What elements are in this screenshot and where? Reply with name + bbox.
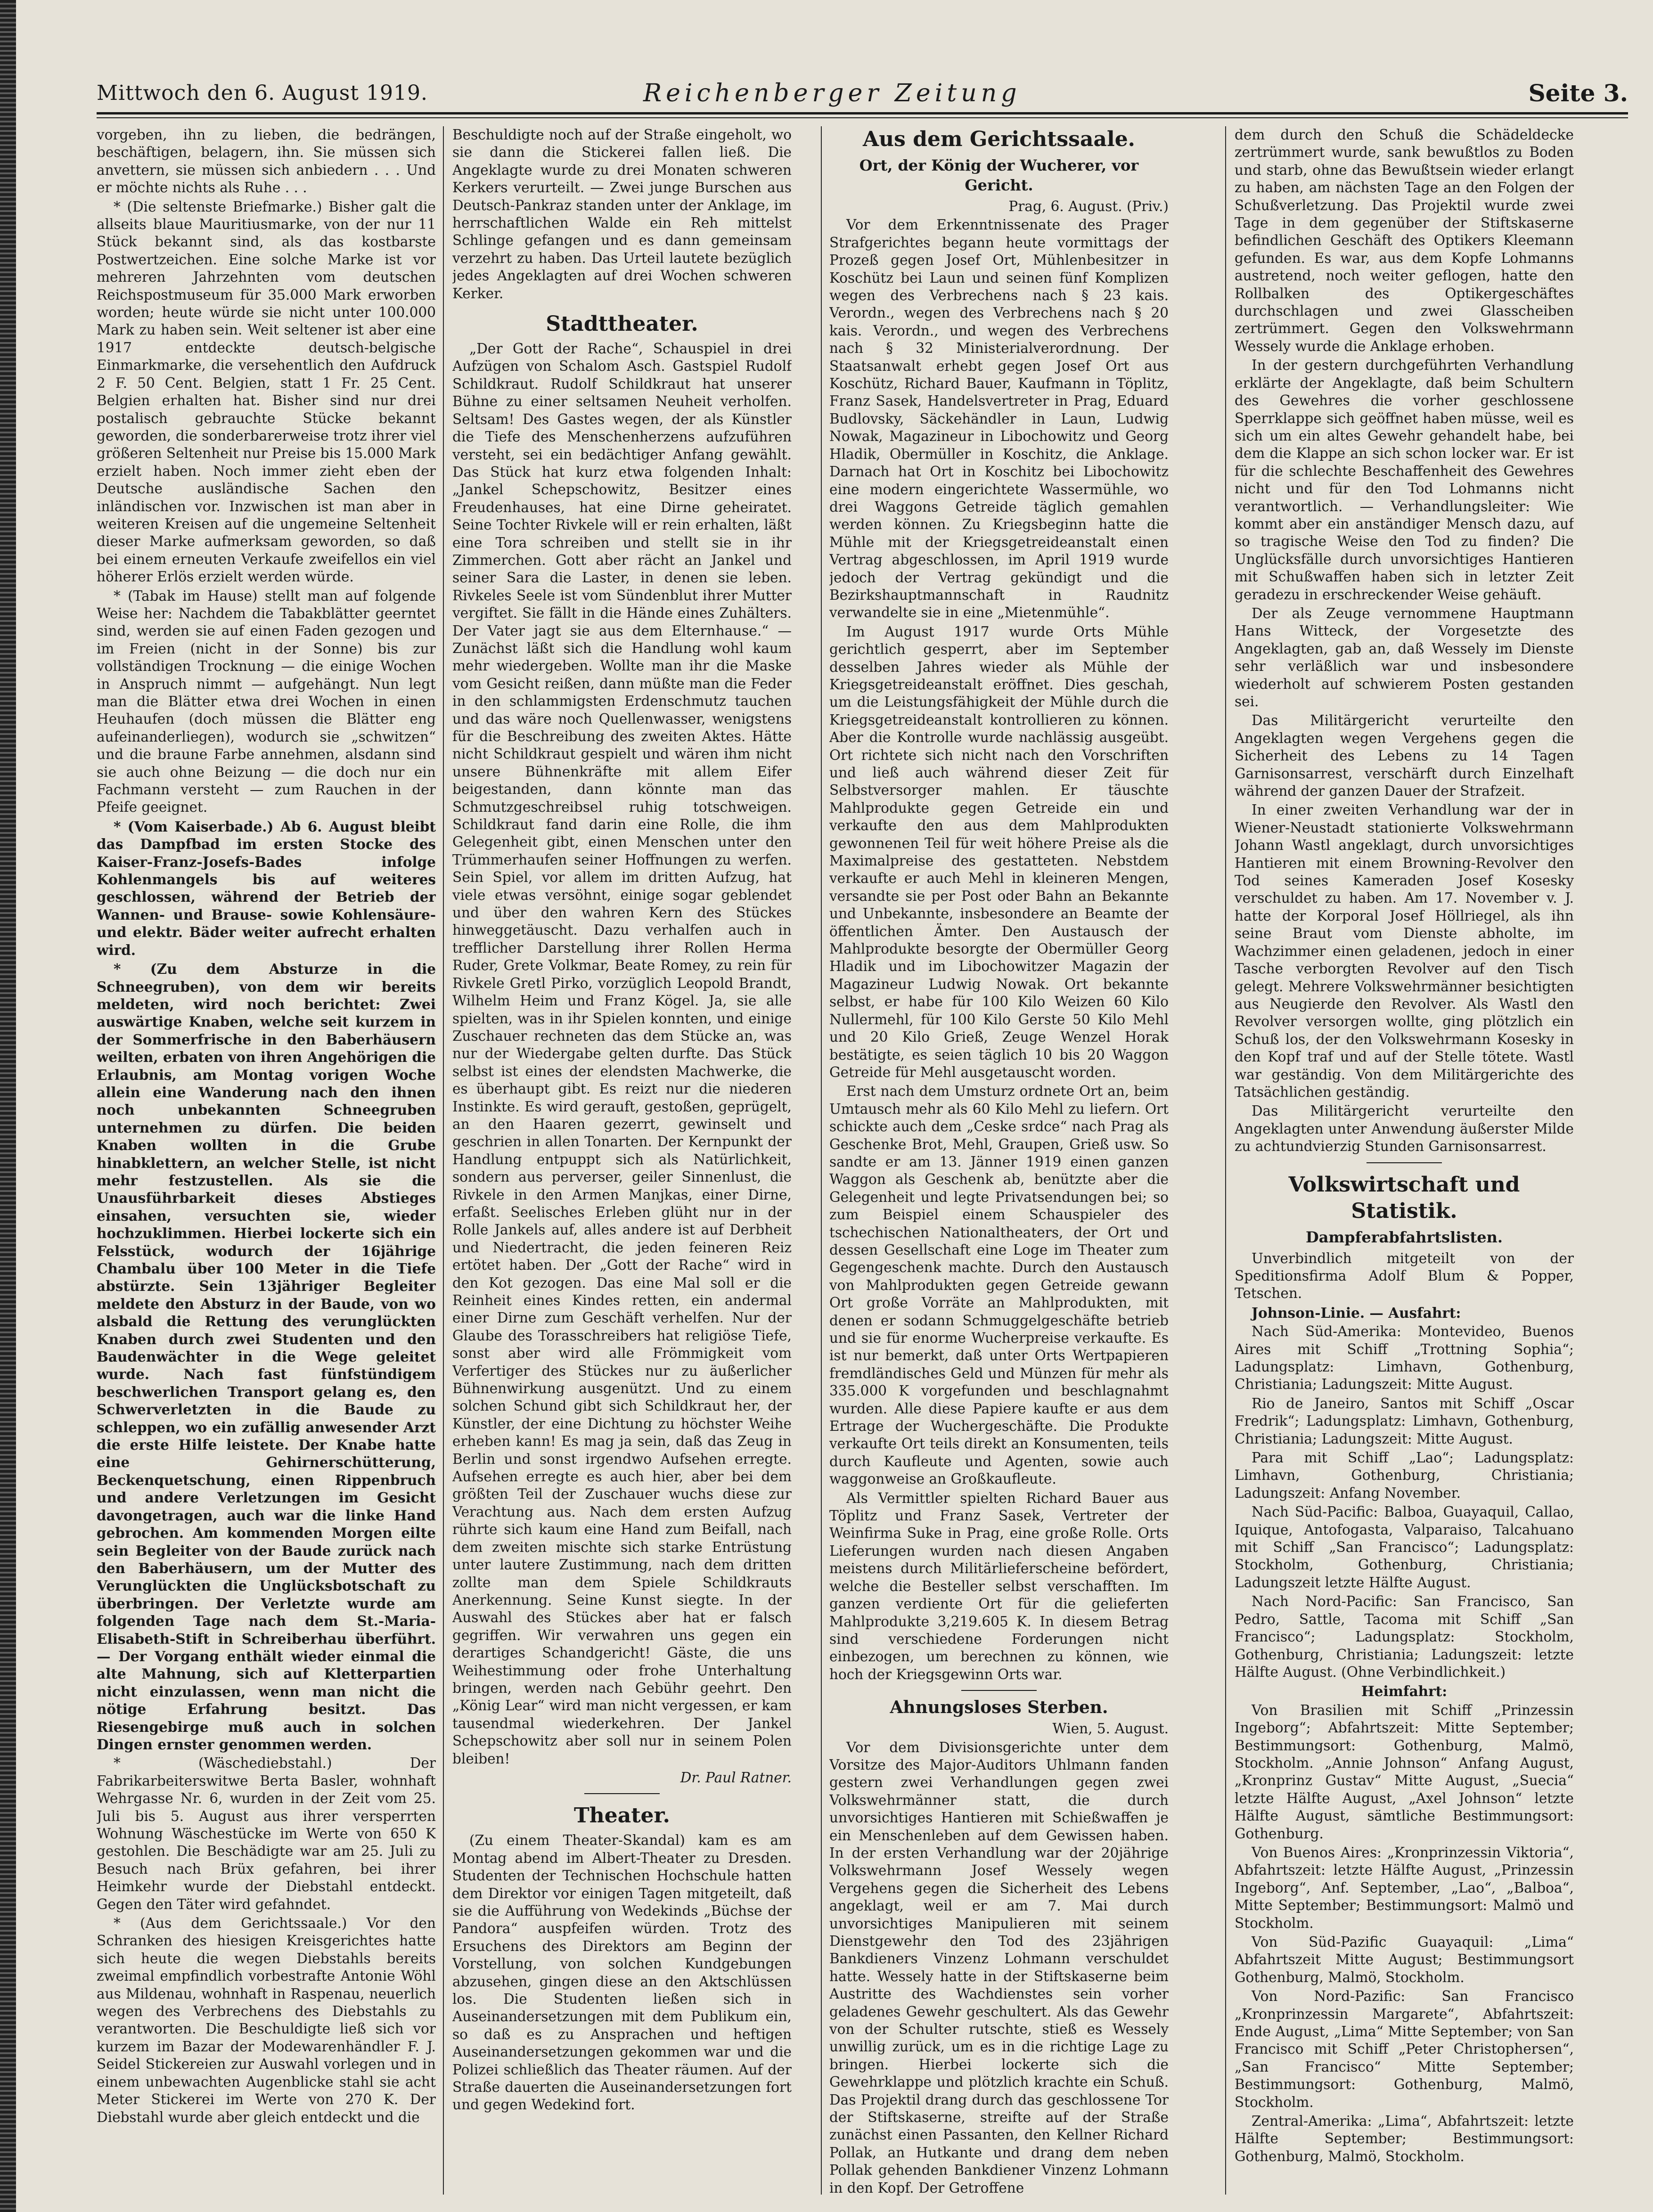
dateline: Wien, 5. August. bbox=[1052, 1721, 1169, 1737]
column-3 bbox=[829, 126, 1169, 2199]
article-subheading: Dampferabfahrtslisten. bbox=[1305, 1228, 1503, 1246]
divider bbox=[961, 1690, 1037, 1691]
review-signature: Dr. Paul Ratner. bbox=[680, 1769, 792, 1786]
masthead-date: Mittwoch den 6. August 1919. bbox=[97, 81, 428, 105]
article-heading-sterben: Ahnungsloses Sterben. bbox=[890, 1698, 1108, 1718]
article-paragraph: Das Militärgericht verurteilte den Angeklagten wegen Vergehens gegen die Sicherheit des Lebens zu 14 Tagen Garnisonsarrest, verschärft durch Einzelhaft während der ganzen Dauer der Strafzeit. bbox=[1235, 712, 1574, 800]
column-1 bbox=[97, 126, 436, 2199]
section-heading-theater: Theater. bbox=[573, 1804, 670, 1828]
article-paragraph: Das Militärgericht verurteilte den Angeklagten unter Anwendung äußerster Milde zu achtundvierzig Stunden Garnisonsarrest. bbox=[1235, 1103, 1574, 1155]
article-kaiserbad: * (Vom Kaiserbade.) Ab 6. August bleibt das Dampfbad im ersten Stocke des Kaiser-Franz-Josefs-Bades infolge Kohlenmangels bis auf weiteres geschlossen, während der Betrieb der Wannen- und Brause- sowie Kohlensäure- und elektr. Bäder weiter aufrecht erhalten wird. bbox=[97, 818, 436, 958]
shipping-entry: Von Süd-Pazific Guayaquil: „Lima“ Abfahrtszeit Mitte August; Bestimmungsort Gothenburg, Malmö, Stockholm. bbox=[1235, 1934, 1574, 1985]
masthead-rule bbox=[97, 112, 1628, 114]
article-paragraph: Erst nach dem Umsturz ordnete Ort an, beim Umtausch mehr als 60 Kilo Mehl zu liefern. Ort schickte auch dem „Ceske srdce“ nach Prag als Geschenke Brot, Mehl, Graupen, Grieß usw. So sandte er am 13. Jänner 1919 einen ganzen Waggon als Geschenk ab, benützte aber die Gelegenheit und legte Privatsendungen bei; so zum Beispiel einem Schauspieler des tschechischen Nationaltheaters, der Ort und dessen Gesellschaft eine Loge im Theater zum Gegengeschenk machte. Durch den Austausch von Mahlprodukten gegen Getreide gewann Ort große Vorräte an Mahlprodukten, mit denen er sodann Schmuggelgeschäfte betrieb und sie für enorme Wucherpreise verkaufte. Es ist nur bemerkt, daß unter Orts Wertpapieren fremdländisches Geld und Münzen für mehr als 335.000 K vorgefunden und beschlagnahmt wurden. Alle diese Papiere kaufte er aus dem Ertrage der Wuchergeschäfte. Die Produkte verkaufte Ort teils direkt an Konsumenten, teils durch Kaufleute und Agenten, sowie auch waggonweise an Großkaufleute. bbox=[829, 1083, 1169, 1487]
article-paragraph: Beschuldigte noch auf der Straße eingeholt, wo sie dann die Stickerei fallen ließ. Die Angeklagte wurde zu drei Monaten schweren Kerkers verurteilt. — Zwei junge Burschen aus Deutsch-Pankraz standen unter der Anklage, im herrschaftlichen Walde ein Reh mittelst Schlinge gefangen und es dann gemeinsam verzehrt zu haben. Das Urteil lautete bezüglich jedes Angeklagten auf drei Wochen schweren Kerker. bbox=[452, 127, 792, 302]
article-paragraph: dem durch den Schuß die Schädeldecke zertrümmert wurde, sank bewußtlos zu Boden und starb, ohne das Bewußtsein wieder erlangt zu haben, am nächsten Tage an den Folgen der Schußverletzung. Das Projektil wurde zwei Tage in dem gegenüber der Stiftskaserne befindlichen Geschäft des Optikers Kleemann gefunden. Es war, aus dem Kopfe Lohmanns austretend, noch weiter geflogen, hatte den Rollbalken des Optikergeschäftes durchschlagen und zwei Glasscheiben zertrümmert. Gegen den Volkswehrmann Wessely wurde die Anklage erhoben. bbox=[1235, 127, 1574, 354]
column-rule bbox=[443, 126, 444, 2195]
article-court: * (Aus dem Gerichtssaale.) Vor den Schranken des hiesigen Kreisgerichtes hatte sich heute die wegen Diebstahls bereits zweimal empfindlich vorbestrafte Antonie Wöhl aus Mildenau, wohnhaft in Raspenau, neuerlich wegen des Verbrechens des Diebstahls zu verantworten. Die Beschuldigte ließ sich vor kurzem im Bazar der Modewarenhändler F. J. Seidel Stickereien zur Auswahl vorlegen und in einem unbewachten Augenblicke stahl sie acht Meter Stickerei im Werte von 270 K. Der Diebstahl wurde aber gleich entdeckt und die bbox=[97, 1915, 436, 2125]
article-laundry-theft: * (Wäschediebstahl.) Der Fabrikarbeiterswitwe Berta Basler, wohnhaft Wehrgasse Nr. 6, wurden in der Zeit vom 25. Juli bis 5. August aus ihrer versperrten Wohnung Wäschestücke im Werte von 650 K gestohlen. Die Beschädigte war am 25. Juli zu Besuch nach Brüx gefahren, bei ihrer Heimkehr wurde der Diebstahl entdeckt. Gegen den Täter wird gefahndet. bbox=[97, 1755, 436, 1912]
article-paragraph: vorgeben, ihn zu lieben, die bedrängen, beschäftigen, belagern, ihn. Sie müssen sich anvettern, sie müssen sich anbiedern . . . Und er möchte nichts als Ruhe . . . bbox=[97, 127, 436, 196]
masthead bbox=[97, 79, 1628, 109]
article-subheading: Ort, der König der Wucherer, vor Gericht. bbox=[859, 156, 1139, 194]
masthead-title: Reichenberger Zeitung bbox=[643, 79, 1021, 107]
section-heading-economy: Volkswirtschaft und Statistik. bbox=[1288, 1172, 1520, 1223]
binding-edge bbox=[0, 0, 16, 2212]
column-2 bbox=[452, 126, 792, 2199]
column-4 bbox=[1235, 126, 1574, 2199]
article-paragraph: Im August 1917 wurde Orts Mühle gerichtlich gesperrt, aber im September desselben Jahres wieder als Mühle der Kriegsgetreideanstalt eröffnet. Dies geschah, um die Leistungsfähigkeit der Mühle durch die Kriegsgetreideanstalt kontrollieren zu können. Aber die Kontrolle wurde nachlässig ausgeübt. Ort richtete sich nicht nach den Vorschriften und ließ auch während dieser Zeit für Selbstversorger mahlen. Er täuschte Mahlprodukte gegen Getreide ein und verkaufte den aus dem Mahlprodukten gewonnenen Teil für weit höhere Preise als die Maximalpreise des gestatteten. Nebstdem verkaufte er auch Mehl in kleineren Mengen, versandte sie per Post oder Bahn an Bekannte und Unbekannte, insbesondere an Beamte der öffentlichen Ämter. Den Austausch der Mahlprodukte besorgte der Obermüller Georg Hladik und im Libochowitzer Magazin der Magazineur Ludwig Nowak. Ort bekannte selbst, er habe für 100 Kilo Weizen 60 Kilo Nullermehl, für 100 Kilo Gerste 50 Kilo Mehl und 20 Kilo Grieß, Zeuge Wenzel Horak bestätigte, es seien täglich 10 bis 20 Waggon Getreide für Mehl ausgetauscht worden. bbox=[829, 623, 1169, 1080]
article-paragraph: In der gestern durchgeführten Verhandlung erklärte der Angeklagte, daß beim Schultern des Gewehres die vorher geschlossene Sperrklappe sich geöffnet haben müsse, weil es sich um ein altes Gewehr gehandelt habe, bei dem die Klappe an sich schon locker war. Er ist für die schlechte Beschaffenheit des Gewehres nicht und für den Tod Lohmanns nicht verantwortlich. — Verhandlungsleiter: Wie kommt aber ein anständiger Mensch dazu, auf so tragische Weise den Tod zu finden? Die Unglücksfälle durch unvorsichtiges Hantieren mit Schußwaffen haben sich in letzter Zeit geradezu in erschreckender Weise gehäuft. bbox=[1235, 357, 1574, 603]
shipping-entry: Nach Nord-Pacific: San Francisco, San Pedro, Sattle, Tacoma mit Schiff „San Francisco“; Ladungsplatz: Stockholm, Gothenburg, Christiania; Ladungszeit: letzte Hälfte August. (Ohne Verbindlichkeit.) bbox=[1235, 1593, 1574, 1680]
article-stamp: * (Die seltenste Briefmarke.) Bisher galt die allseits blaue Mauritiusmarke, von der nur 11 Stück bekannt sind, als das kostbarste Postwertzeichen. Eine solche Marke ist vor mehreren Jahrzehnten vom deutschen Reichspostmuseum für 35.000 Mark erworben worden; heute würde sie nicht unter 100.000 Mark zu haben sein. Weit seltener ist aber eine 1917 entdeckte deutsch-belgische Einmarkmarke, die versehentlich den Aufdruck 2 F. 50 Cent. Belgien, statt 1 Fr. 25 Cent. Belgien erhalten hat. Bisher sind nur drei postalisch gebrauchte Stücke bekannt geworden, die sonderbarerweise trotz ihrer viel größeren Seltenheit nur Preise bis 15.000 Mark erzielt haben. Noch immer zieht eben der Deutsche ausländische Sachen den inländischen vor. Inzwischen ist man aber in weiteren Kreisen auf die ungemeine Seltenheit dieser Marke aufmerksam geworden, so daß bei einem erneuten Verkaufe zweifellos ein viel höherer Erlös erzielt werden würde. bbox=[97, 198, 436, 585]
masthead-page-number: Seite 3. bbox=[1528, 79, 1628, 107]
article-paragraph: Als Vermittler spielten Richard Bauer aus Töplitz und Franz Sasek, Vertreter der Weinfirma Suke in Prag, eine große Rolle. Orts Lieferungen wurden nach diesen Angaben meistens durch Militärlieferscheine befördert, welche die Besteller selbst verschafften. Im ganzen verdiente Ort für die gelieferten Mahlprodukte 3,219.605 K. In diesem Betrag sind verschiedene Forderungen nicht einbezogen, um berechnen zu können, wie hoch der Kriegsgewinn Orts war. bbox=[829, 1490, 1169, 1682]
masthead-rule-thin bbox=[97, 117, 1628, 118]
shipping-entry: Nach Süd-Pacific: Balboa, Guayaquil, Callao, Iquique, Antofogasta, Valparaiso, Talcahuano mit Schiff „San Francisco“; Ladungsplatz: Stockholm, Gothenburg, Christiania; Ladungszeit letzte Hälfte August. bbox=[1235, 1504, 1574, 1591]
line-heimfahrt: Heimfahrt: bbox=[1361, 1683, 1448, 1700]
section-heading-stadttheater: Stadttheater. bbox=[546, 312, 698, 336]
column-rule bbox=[821, 126, 822, 2195]
article-paragraph: Vor dem Divisionsgerichte unter dem Vorsitze des Major-Auditors Uhlmann fanden gestern zwei Verhandlungen gegen zwei Volkswehrmänner statt, die durch unvorsichtiges Hantieren mit Schießwaffen je ein Menschenleben auf dem Gewissen haben. In der ersten Verhandlung war der 20jährige Volkswehrmann Josef Wessely wegen Vergehens gegen die Sicherheit des Lebens angeklagt, weil er am 7. Mai durch unvorsichtiges Manipulieren mit seinem Dienstgewehr den Tod des 23jährigen Bankdieners Vinzenz Lohmann verschuldet hatte. Wessely hatte in der Stiftskaserne beim Austritte des Wachdienstes sein vorher geladenes Gewehr geschultert. Als das Gewehr von der Schulter rutschte, stieß es Wessely unwillig zurück, um es in die richtige Lage zu bringen. Hierbei lockerte sich die Gewehrklappe und plötzlich krachte ein Schuß. Das Projektil drang durch das geschlossene Tor der Stiftskaserne, streifte auf der Straße zunächst einen Passanten, den Kellner Richard Pollak, an Hutkante und drang dem neben Pollak gehenden Bankdiener Vinzenz Lohmann in den Kopf. Der Getroffene bbox=[829, 1739, 1169, 2196]
dateline: Prag, 6. August. (Priv.) bbox=[1008, 198, 1169, 214]
article-paragraph: Unverbindlich mitgeteilt von der Speditionsfirma Adolf Blum & Popper, Tetschen. bbox=[1235, 1250, 1574, 1302]
divider bbox=[1367, 1162, 1442, 1163]
shipping-entry: Para mit Schiff „Lao“; Ladungsplatz: Limhavn, Gothenburg, Christiania; Ladungszeit: Anfang November. bbox=[1235, 1450, 1574, 1501]
shipping-entry: Nach Süd-Amerika: Montevideo, Buenos Aires mit Schiff „Trottning Sophia“; Ladungsplatz: Limhavn, Gothenburg, Christiania; Ladungszeit: Mitte August. bbox=[1235, 1323, 1574, 1393]
article-paragraph: Der als Zeuge vernommene Hauptmann Hans Witteck, der Vorgesetzte des Angeklagten, gab an, daß Wessely im Dienste sehr verläßlich war und insbesondere wiederholt auf schwierem Posten gestanden sei. bbox=[1235, 605, 1574, 710]
shipping-entry: Von Buenos Aires: „Kronprinzessin Viktoria“, Abfahrtszeit: letzte Hälfte August, „Prinzessin Ingeborg“, Anf. September, „Lao“, „Balboa“, Mitte September; Bestimmungsort: Malmö und Stockholm. bbox=[1235, 1844, 1574, 1931]
divider bbox=[584, 1793, 660, 1794]
article-schneegruben: * (Zu dem Absturze in die Schneegruben), von dem wir bereits meldeten, wird noch berichtet: Zwei auswärtige Knaben, welche seit kurzem in der Sommerfrische in den Baberhäusern weilten, erbaten von ihren Angehörigen die Erlaubnis, am Montag vorigen Woche allein eine Wanderung nach den ihnen noch unbekannten Schneegruben unternehmen zu dürfen. Die beiden Knaben wollten in die Grube hinabklettern, an welcher Stelle, ist nicht mehr festzustellen. Als sie die Unausführbarkeit dieses Abstieges einsahen, versuchten sie, wieder hochzuklimmen. Hierbei lockerte sich ein Felsstück, wodurch der 16jährige Chambalu über 100 Meter in die Tiefe abstürzte. Sein 13jähriger Begleiter meldete den Absturz in der Baude, von wo alsbald die Rettung des verunglückten Knaben durch zwei Studenten und den Baudenwächter in die Wege geleitet wurde. Nach fast fünfstündigem beschwerlichen Transport gelang es, den Schwerverletzten in die Baude zu schleppen, wo ein zufällig anwesender Arzt die erste Hilfe leistete. Der Knabe hatte eine Gehirnerschütterung, Beckenquetschung, einen Rippenbruch und andere Verletzungen im Gesicht davongetragen, auch war die linke Hand gebrochen. Am kommenden Morgen eilte sein Begleiter von der Baude zurück nach den Baberhäusern, um der Mutter des Verunglückten die Unglücksbotschaft zu überbringen. Der Verletzte wurde am folgenden Tage nach dem St.-Maria-Elisabeth-Stift in Schreiberhau überführt. — Der Vorgang enthält wieder einmal die alte Mahnung, sich auf Kletterpartien nicht einzulassen, wenn man nicht die nötige Erfahrung besitzt. Das Riesengebirge muß auch in solchen Dingen ernster genommen werden. bbox=[97, 961, 436, 1753]
shipping-entry: Rio de Janeiro, Santos mit Schiff „Oscar Fredrik“; Ladungsplatz: Limhavn, Gothenburg, Christiania; Ladungszeit: Mitte August. bbox=[1235, 1395, 1574, 1447]
theater-review: „Der Gott der Rache“, Schauspiel in drei Aufzügen von Schalom Asch. Gastspiel Rudolf Schildkraut. Rudolf Schildkraut hat unserer Bühne zu einer seltsamen Neuheit verholfen. Seltsam! Des Gastes wegen, der als Künstler die Tiefe des Menschenherzens aufzuführen versteht, sei ein bedächtiger Anfang gewählt. Das Stück hat kurz etwa folgenden Inhalt: „Jankel Schepschowitz, Besitzer eines Freudenhauses, hat eine Dirne geheiratet. Seine Tochter Rivkele will er rein erhalten, läßt eine Tora schreiben und stellt sie in ihr Zimmerchen. Gott aber rächt an Jankel und seiner Sara die Laster, in denen sie leben. Rivkeles Seele ist vom Sündenblut ihrer Mutter vergiftet. Sie fällt in die Hände eines Zuhälters. Der Vater jagt sie aus dem Elternhause.“ — Zunächst läßt sich die Handlung wohl kaum mehr wiedergeben. Wollte man ihr die Maske vom Gesicht reißen, dann müßte man die Feder in den schlammigsten Erdenschmutz tauchen und das wäre noch Quellenwasser, wenigstens für die Beschreibung des zweiten Aktes. Hätte nicht Schildkraut gespielt und wären ihm nicht unsere Bühnenkräfte mit allem Eifer beigestanden, dann könnte man das Schmutzgeschreibsel ruhig totschweigen. Schildkraut fand darin eine Rolle, die ihm Gelegenheit gibt, einen Menschen unter den Trümmerhaufen seiner Hoffnungen zu werfen. Sein Spiel, vor allem im dritten Aufzug, hat viele etwas versöhnt, einige sogar geblendet und über den wahren Kern des Stückes hinweggetäuscht. Dazu verhalfen auch in trefflicher Darstellung ihrer Rollen Herma Ruder, Grete Volkmar, Beate Romey, zu rein für Rivkele Gretl Pirko, vorzüglich Leopold Brandt, Wilhelm Heim und Franz Kögel. Ja, sie alle spielten, was in ihr Spielen konnten, und einige Zuschauer rechneten das dem Stücke an, was nur der Wiedergabe gelten durfte. Das Stück selbst ist eines der elendsten Machwerke, die es überhaupt gibt. Es reizt nur die niederen Instinkte. Es wird gerauft, gestoßen, geprügelt, an den Haaren gezerrt, gewinselt und geschrien in allen Tonarten. Der Kernpunkt der Handlung entpuppt sich als Natürlichkeit, sondern aus perverser, geiler Sinnenlust, die Rivkele in den Armen Manjkas, einer Dirne, erfaßt. Seelisches Erleben glüht nur in der Rolle Jankels auf, alles andere ist auf Derbheit und Niedertracht, die jeden feineren Reiz ertötet haben. Der „Gott der Rache“ wird in den Kot gezogen. Das eine Mal soll er die Reinheit eines Kindes retten, ein andermal einer Dirne zum Geschäft verhelfen. Nur der Glaube des Torasschreibers hat religiöse Tiefe, sonst aber wird alle Frömmigkeit vom Verfertiger des Stückes nur zu äußerlicher Bühnenwirkung ausgenützt. Und zu einem solchen Schund gibt sich Schildkraut her, der Künstler, der eine Dichtung zu höchster Weihe erheben kann! Es mag ja sein, daß das Zeug in Berlin und sonst irgendwo Aufsehen erregte. Aufsehen erregte es auch hier, aber bei dem größten Teil der Zuschauer wuchs diese zur Verachtung aus. Nach dem ersten Aufzug rührte sich kaum eine Hand zum Beifall, nach dem zweiten mischte sich starke Entrüstung unter lautere Zustimmung, nach dem dritten zollte man dem Spiele Schildkrauts Anerkennung. Seine Kunst siegte. In der Auswahl des Stückes aber hat er falsch gegriffen. Wir verwahren uns gegen ein derartiges Schandgericht! Gäste, die uns Weihestimmung oder frohe Unterhaltung bringen, werden nach Gebühr geehrt. Den „König Lear“ wird man nicht vergessen, er kam tausendmal wiederkehren. Der Jankel Schepschowitz aber soll nur in seinem Polen bleiben! bbox=[452, 341, 792, 1767]
shipping-entry: Von Nord-Pazific: San Francisco „Kronprinzessin Margarete“, Abfahrtszeit: Ende August, „Lima“ Mitte September; von San Francisco mit Schiff „Peter Christophersen“, „San Francisco“ Mitte September; Bestimmungsort: Gothenburg, Malmö, Stockholm. bbox=[1235, 1988, 1574, 2110]
line-johnson: Johnson-Linie. — Ausfahrt: bbox=[1252, 1304, 1461, 1321]
article-paragraph: Vor dem Erkenntnissenate des Prager Strafgerichtes begann heute vormittags der Prozeß gegen Josef Ort, Mühlenbesitzer in Koschütz bei Laun und seinen fünf Komplizen wegen des Verbrechens nach § 23 kais. Verordn., wegen des Verbrechens nach § 20 kais. Verordn., und wegen des Verbrechens nach § 32 Ministerialverordnung. Der Staatsanwalt erhebt gegen Josef Ort aus Koschütz, Richard Bauer, Kaufmann in Töplitz, Franz Sasek, Handelsvertreter in Prag, Eduard Budlovsky, Säckehändler in Laun, Ludwig Nowak, Magazineur in Libochowitz und Georg Hladik, Obermüller in Koschitz, die Anklage. Darnach hat Ort in Koschitz bei Libochowitz eine modern eingerichtete Wassermühle, wo drei Waggons Getreide täglich gemahlen werden können. Zu Kriegsbeginn hatte die Mühle mit der Kriegsgetreideanstalt einen Vertrag abgeschlossen, im April 1919 wurde jedoch der Vertrag gekündigt und die Bezirkshauptmannschaft in Raudnitz verwandelte sie in eine „Mietenmühle“. bbox=[829, 217, 1169, 621]
column-rule bbox=[1225, 126, 1226, 2195]
article-paragraph: In einer zweiten Verhandlung war der in Wiener-Neustadt stationierte Volkswehrmann Johann Wastl angeklagt, durch unvorsichtiges Hantieren mit einem Browning-Revolver den Tod seines Kameraden Josef Kosesky verschuldet zu haben. Am 17. November v. J. hatte der Korporal Josef Höllriegel, als ihn seine Braut vom Dienste abholte, im Wachzimmer einen geladenen, jedoch in einer Tasche verborgten Revolver auf den Tisch gelegt. Mehrere Volkswehrmänner besichtigten aus Neugierde den Revolver. Als Wastl den Revolver versorgen wollte, ging plötzlich ein Schuß los, der den Volkswehrmann Kosesky in den Kopf traf und auf der Stelle tötete. Wastl war geständig. Von dem Militärgerichte des Tatsächlichen geständig. bbox=[1235, 802, 1574, 1100]
theater-scandal: (Zu einem Theater-Skandal) kam es am Montag abend im Albert-Theater zu Dresden. Studenten der Technischen Hochschule hatten dem Direktor vor einigen Tagen mitgeteilt, daß sie die Aufführung von Wedekinds „Büchse der Pandora“ auspfeifen würden. Trotz des Ersuchens des Direktors am Beginn der Vorstellung, von solchen Kundgebungen abzusehen, gingen diese an den Aktschlüssen los. Die Studenten ließen sich in Auseinandersetzungen mit dem Publikum ein, so daß es zu Ansprachen und heftigen Auseinandersetzungen gekommen war und die Polizei schließlich das Theater räumen. Auf der Straße dauerten die Auseinandersetzungen fort und gegen Wedekind fort. bbox=[452, 1832, 792, 2113]
article-tobacco: * (Tabak im Hause) stellt man auf folgende Weise her: Nachdem die Tabakblätter geerntet sind, werden sie auf einen Faden gezogen und im Freien (nicht in der Sonne) bis zur vollständigen Trocknung — die einige Wochen in Anspruch nimmt — aufgehängt. Nun legt man die Blätter etwa drei Wochen in einen Heuhaufen (doch müssen die Blätter eng aufeinanderliegen), wodurch sie „schwitzen“ und die braune Farbe annehmen, alsdann sind sie auch ohne Beizung — die doch nur ein Fachmann versteht — zum Rauchen in der Pfeife geeignet. bbox=[97, 588, 436, 816]
section-heading-court: Aus dem Gerichtssaale. bbox=[862, 127, 1135, 151]
shipping-entry: Von Brasilien mit Schiff „Prinzessin Ingeborg“; Abfahrtszeit: Mitte September; Bestimmungsort: Gothenburg, Malmö, Stockholm. „Annie Johnson“ Anfang August, „Kronprinz Gustav“ Mitte August, „Suecia“ letzte Hälfte August, „Axel Johnson“ letzte Hälfte August, sämtliche Bestimmungsort: Gothenburg. bbox=[1235, 1702, 1574, 1842]
shipping-entry: Zentral-Amerika: „Lima“, Abfahrtszeit: letzte Hälfte September; Bestimmungsort: Gothenburg, Malmö, Stockholm. bbox=[1235, 2113, 1574, 2164]
